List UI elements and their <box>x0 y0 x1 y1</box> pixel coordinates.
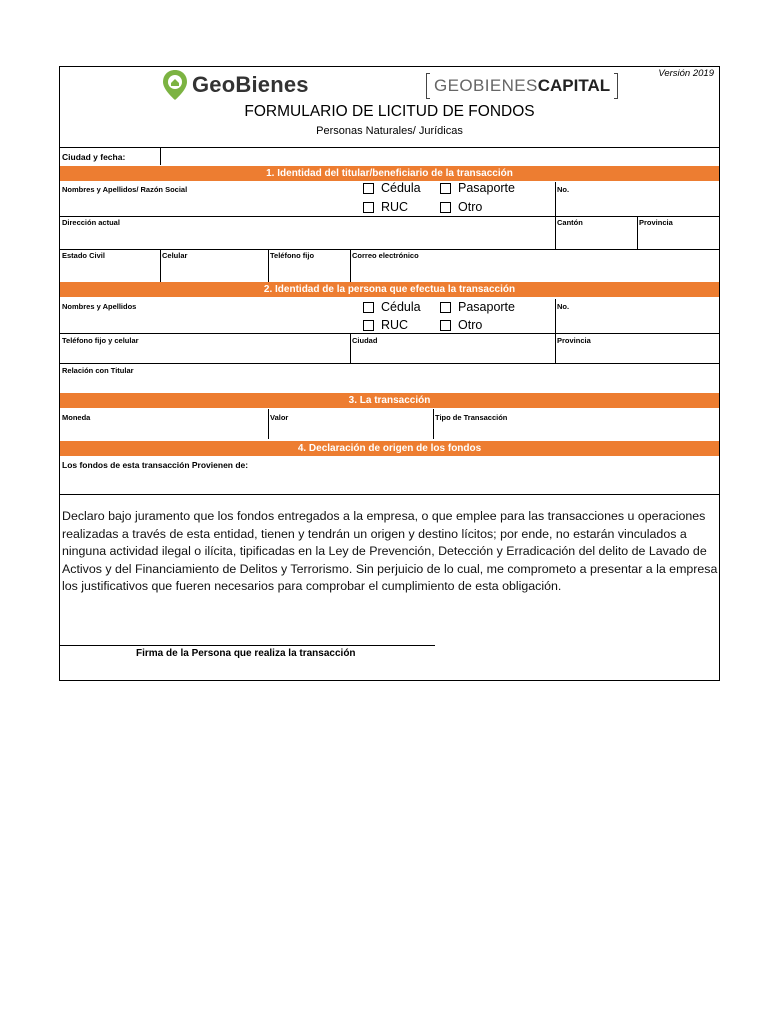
checkbox-icon <box>363 320 374 331</box>
capital-logo-text-a: GEOBIENES <box>434 76 538 95</box>
s4-origin-label: Los fondos de esta transacción Provienen de: <box>62 460 249 470</box>
s2-cedula-checkbox[interactable] <box>363 300 421 314</box>
checkbox-icon <box>440 202 451 213</box>
bracket-left <box>426 73 430 99</box>
s1-names-label: Nombres y Apellidos/ Razón Social <box>62 185 188 194</box>
divider <box>350 249 351 282</box>
divider <box>268 409 269 439</box>
divider <box>555 299 556 333</box>
s1-civil-label: Estado Civil <box>62 251 105 260</box>
s1-email-label: Correo electrónico <box>352 251 419 260</box>
declaration-text: Declaro bajo juramento que los fondos entregados a la empresa, o que emplee para las transacciones u operaciones realizadas a través de esta entidad, tienen y tendrán un origen y destino lícitos; por ende, no estarán vinculados a ninguna actividad ilegal o ilícita, tipificadas en la Ley de Prevención, Detección y Erradicación del delito de Lavado de Activos y del Financiamiento de Delitos y Terrorismo. Sin perjuicio de lo cual, me comprometo a presentar a la empresa los justificativos que fueren necesarios para comprobar el cumplimiento de esta obligación. <box>62 509 718 593</box>
s2-city-label: Ciudad <box>352 336 378 345</box>
section3-heading: 3. La transacción <box>60 393 719 408</box>
checkbox-label: Pasaporte <box>458 181 515 195</box>
geobienes-logo <box>162 69 309 101</box>
s1-pasaporte-checkbox[interactable] <box>440 181 515 195</box>
checkbox-icon <box>363 202 374 213</box>
divider <box>637 216 638 249</box>
divider <box>555 182 556 216</box>
section2-heading: 2. Identidad de la persona que efectua la transacción <box>60 282 719 297</box>
s3-currency-label: Moneda <box>62 413 91 422</box>
form-title: FORMULARIO DE LICITUD DE FONDOS <box>244 103 535 120</box>
bracket-right <box>614 73 618 99</box>
s2-no-label: No. <box>557 302 570 311</box>
s1-phone-label: Teléfono fijo <box>270 251 315 260</box>
checkbox-icon <box>363 183 374 194</box>
s1-ruc-checkbox[interactable] <box>363 200 408 214</box>
s2-otro-checkbox[interactable] <box>440 318 482 332</box>
s2-names-label: Nombres y Apellidos <box>62 302 137 311</box>
section1-heading: 1. Identidad del titular/beneficiario de la transacción <box>60 166 719 181</box>
checkbox-label: RUC <box>381 200 409 214</box>
city-date-field[interactable] <box>161 148 719 165</box>
s1-address-label: Dirección actual <box>62 218 120 227</box>
checkbox-label: RUC <box>381 318 409 332</box>
s2-pasaporte-checkbox[interactable] <box>440 300 515 314</box>
divider <box>555 216 556 249</box>
s1-mobile-label: Celular <box>162 251 188 260</box>
checkbox-icon <box>363 302 374 313</box>
section4-heading: 4. Declaración de origen de los fondos <box>60 441 719 456</box>
logo-text: GeoBienes <box>192 72 309 97</box>
s1-canton-label: Cantón <box>557 218 583 227</box>
checkbox-label: Otro <box>458 318 483 332</box>
divider <box>268 249 269 282</box>
city-date-label: Ciudad y fecha: <box>62 152 126 162</box>
s1-no-label: No. <box>557 185 570 194</box>
s2-phone-label: Teléfono fijo y celular <box>62 336 139 345</box>
licitud-form <box>59 66 720 681</box>
form-subtitle: Personas Naturales/ Jurídicas <box>316 125 463 137</box>
signature-label: Firma de la Persona que realiza la transacción <box>136 648 356 659</box>
checkbox-label: Cédula <box>381 300 421 314</box>
checkbox-label: Otro <box>458 200 483 214</box>
location-pin-icon <box>162 69 188 101</box>
checkbox-icon <box>440 302 451 313</box>
divider <box>60 333 719 334</box>
s2-relation-label: Relación con Titular <box>62 366 134 375</box>
signature-line <box>60 645 435 646</box>
divider <box>350 333 351 363</box>
s3-value-label: Valor <box>270 413 289 422</box>
checkbox-label: Pasaporte <box>458 300 515 314</box>
divider <box>60 494 719 495</box>
divider <box>555 333 556 363</box>
divider <box>60 363 719 364</box>
s1-otro-checkbox[interactable] <box>440 200 482 214</box>
version-label: Versión 2019 <box>658 68 714 79</box>
divider <box>160 249 161 282</box>
geobienes-capital-logo <box>426 72 618 100</box>
s1-province-label: Provincia <box>639 218 673 227</box>
checkbox-label: Cédula <box>381 181 421 195</box>
checkbox-icon <box>440 183 451 194</box>
checkbox-icon <box>440 320 451 331</box>
s2-province-label: Provincia <box>557 336 591 345</box>
divider <box>433 409 434 439</box>
s1-cedula-checkbox[interactable] <box>363 181 421 195</box>
s2-ruc-checkbox[interactable] <box>363 318 408 332</box>
divider <box>60 249 719 250</box>
capital-logo-text-b: CAPITAL <box>537 76 611 95</box>
s3-type-label: Tipo de Transacción <box>435 413 508 422</box>
divider <box>60 216 719 217</box>
